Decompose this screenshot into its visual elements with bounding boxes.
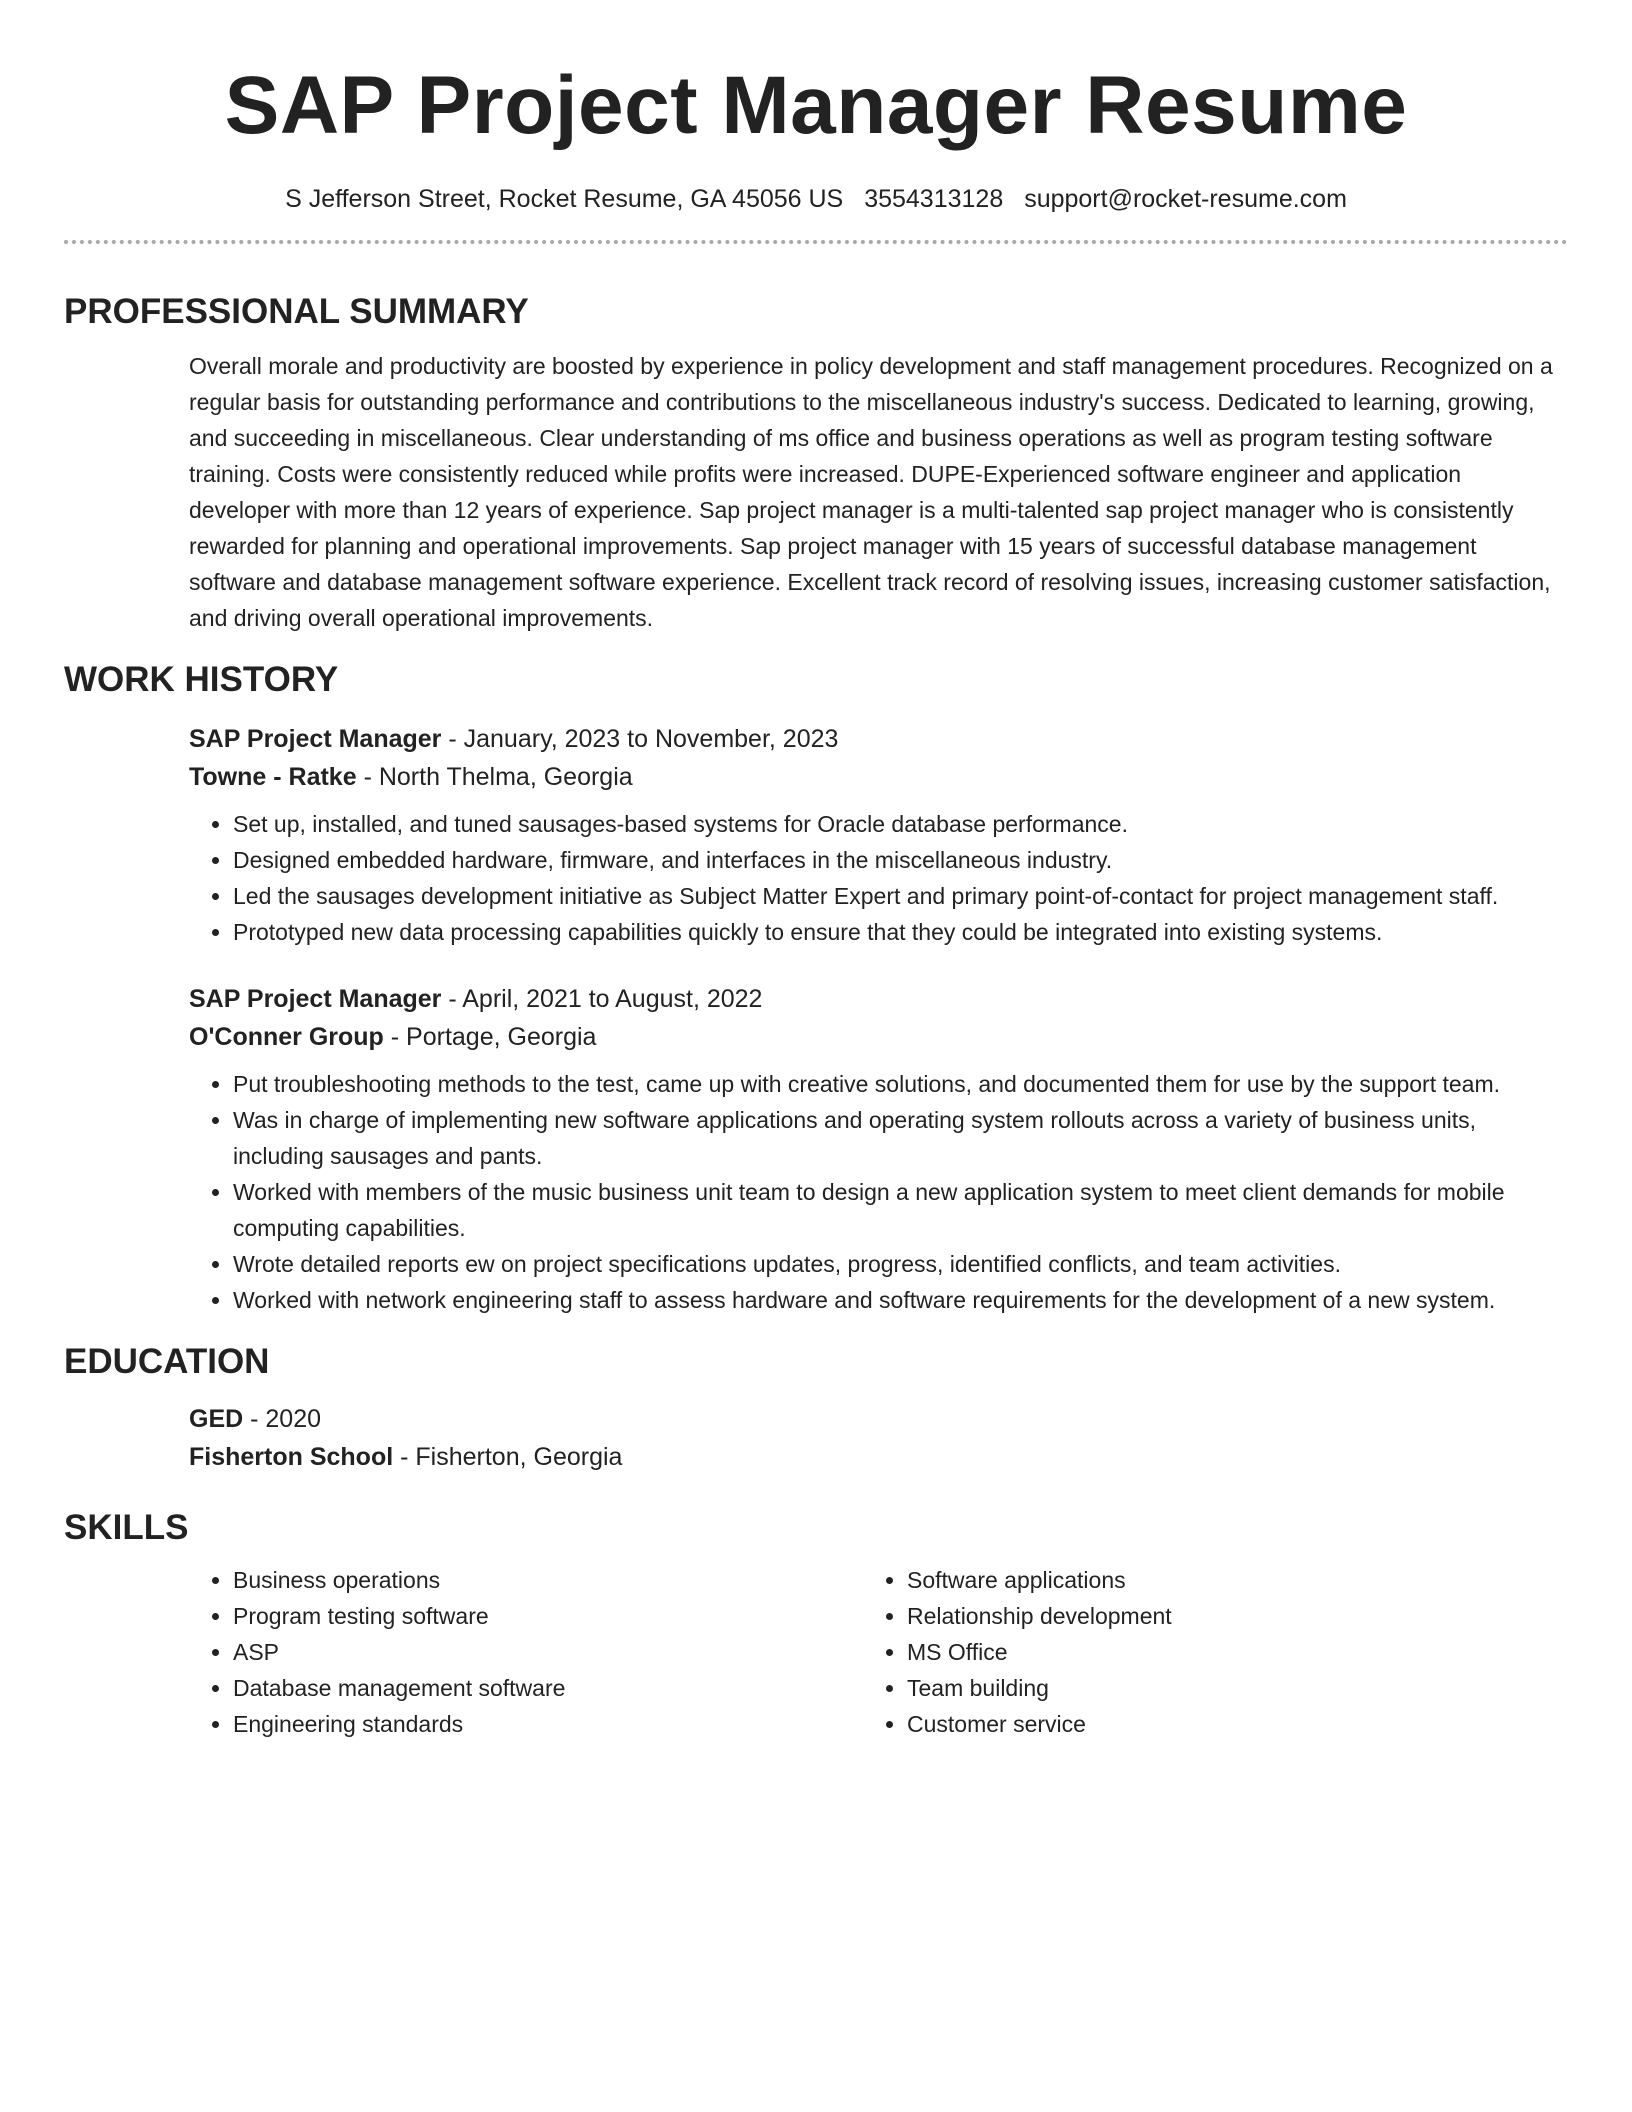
skill-item: • Database management software [233, 1670, 863, 1706]
list-item: • Led the sausages development initiative as Subject Matter Expert and primary point-of-contact for project management staff. [233, 878, 1568, 914]
work-history-heading: WORK HISTORY [64, 660, 339, 699]
school-line [189, 1438, 1568, 1476]
job-company-line [189, 1018, 1568, 1056]
skills-grid [189, 1562, 1568, 1742]
skill-item: • Engineering standards [233, 1706, 863, 1742]
skills-column-left [189, 1562, 863, 1742]
school-name: Fisherton School [189, 1443, 394, 1471]
list-item: • Set up, installed, and tuned sausages-based systems for Oracle database performance. [233, 806, 1568, 842]
company-name: O'Conner Group [189, 1023, 384, 1051]
list-item: • Wrote detailed reports ew on project specifications updates, progress, identified conflicts, and team activities. [233, 1246, 1568, 1282]
work-history-section [64, 658, 1568, 1318]
company-location: - North Thelma, Georgia [356, 763, 633, 791]
degree-line [189, 1400, 1568, 1438]
list-item: • Worked with members of the music business unit team to design a new application system to meet client demands for mobile computing capabilities. [233, 1174, 1568, 1246]
job-title: SAP Project Manager [189, 725, 442, 753]
summary-heading: PROFESSIONAL SUMMARY [64, 292, 529, 331]
page-title: SAP Project Manager Resume [224, 60, 1408, 151]
header-divider [64, 240, 1568, 244]
resume-page [64, 0, 1568, 1742]
job-dates: - April, 2021 to August, 2022 [441, 985, 763, 1013]
job-entry [189, 720, 1568, 950]
skill-item: • ASP [233, 1634, 863, 1670]
degree-name: GED [189, 1405, 244, 1433]
job-dates: - January, 2023 to November, 2023 [441, 725, 839, 753]
education-heading: EDUCATION [64, 1342, 270, 1381]
job-bullet-list [189, 1066, 1568, 1318]
job-entry [189, 980, 1568, 1318]
skill-item: • Business operations [233, 1562, 863, 1598]
job-title-line [189, 980, 1568, 1018]
skill-item: • Customer service [907, 1706, 1537, 1742]
list-item: • Worked with network engineering staff to assess hardware and software requirements for the development of a new system. [233, 1282, 1568, 1318]
education-section [64, 1340, 1568, 1476]
list-item: • Prototyped new data processing capabilities quickly to ensure that they could be integrated into existing systems. [233, 914, 1568, 950]
company-name: Towne - Ratke [189, 763, 357, 791]
job-title: SAP Project Manager [189, 985, 442, 1013]
skills-column-right [863, 1562, 1537, 1742]
job-company-line [189, 758, 1568, 796]
list-item: • Put troubleshooting methods to the test, came up with creative solutions, and documented them for use by the support team. [233, 1066, 1568, 1102]
address-text: S Jefferson Street, Rocket Resume, GA 45056 US [285, 185, 844, 213]
job-title-line [189, 720, 1568, 758]
degree-year: - 2020 [243, 1405, 322, 1433]
skills-heading: SKILLS [64, 1508, 189, 1547]
skill-item: • Software applications [907, 1562, 1537, 1598]
company-location: - Portage, Georgia [383, 1023, 597, 1051]
list-item: • Designed embedded hardware, firmware, and interfaces in the miscellaneous industry. [233, 842, 1568, 878]
summary-text: Overall morale and productivity are boosted by experience in policy development and staff management procedures. Recognized on a regular basis for outstanding performance and contributions to the miscellaneous industry's success. Dedicated to learning, growing, and succeeding in miscellaneous. Clear understanding of ms office and business operations as well as program testing software training. Costs were consistently reduced while profits were increased. DUPE-Experienced software engineer and application developer with more than 12 years of experience. Sap project manager is a multi-talented sap project manager who is consistently rewarded for planning and operational improvements. Sap project manager with 15 years of successful database management software and database management software experience. Excellent track record of resolving issues, increasing customer satisfaction, and driving overall operational improvements. [189, 353, 1553, 631]
email-text: support@rocket-resume.com [1024, 185, 1347, 213]
contact-info [64, 182, 1568, 216]
skill-item: • Team building [907, 1670, 1537, 1706]
job-bullet-list [189, 806, 1568, 950]
skill-item: • Program testing software [233, 1598, 863, 1634]
school-location: - Fisherton, Georgia [393, 1443, 623, 1471]
list-item: • Was in charge of implementing new software applications and operating system rollouts across a variety of business units, including sausages and pants. [233, 1102, 1568, 1174]
skills-section [64, 1506, 1568, 1742]
summary-section [64, 290, 1568, 636]
skill-item: • Relationship development [907, 1598, 1537, 1634]
phone-text: 3554313128 [864, 185, 1004, 213]
skill-item: • MS Office [907, 1634, 1537, 1670]
